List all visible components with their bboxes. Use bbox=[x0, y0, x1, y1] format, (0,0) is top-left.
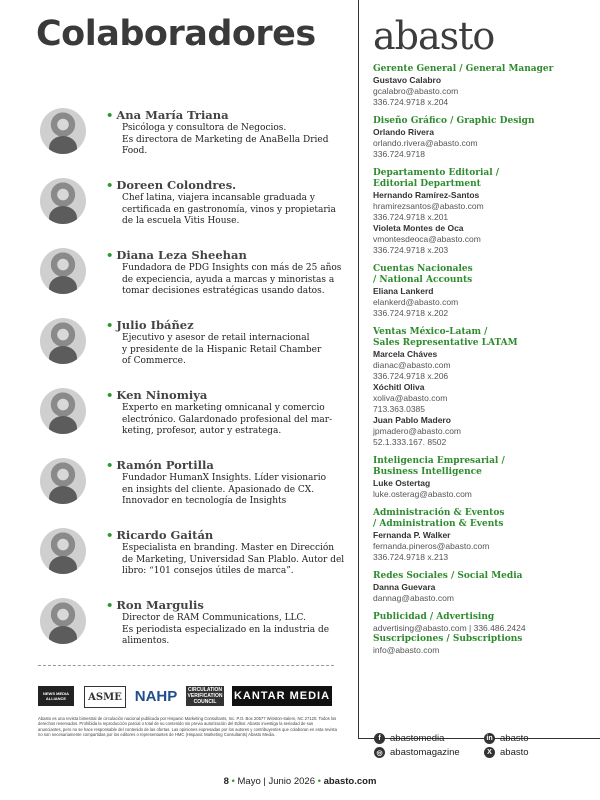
bio-line: tomar decisiones estratégicas usando datos. bbox=[122, 286, 325, 296]
staff-email[interactable]: advertising@abasto.com | 336.486.2424 bbox=[373, 623, 526, 633]
staff-section bbox=[373, 264, 588, 319]
social-linkedin[interactable] bbox=[484, 733, 529, 744]
staff-phone: 336.724.9718 x.204 bbox=[373, 97, 449, 107]
contributor-photo bbox=[40, 248, 86, 294]
contributor-item bbox=[40, 178, 350, 238]
social-facebook[interactable] bbox=[374, 733, 444, 744]
staff-section-title: Diseño Gráfico / Graphic Design bbox=[373, 116, 535, 126]
staff-name: Eliana Lankerd bbox=[373, 286, 434, 296]
contributor-item bbox=[40, 318, 350, 378]
contributor-photo bbox=[40, 598, 86, 644]
bio-line: Fundadora de PDG Insights con más de 25 años bbox=[122, 263, 342, 273]
staff-phone: 336.724.9718 bbox=[373, 149, 425, 159]
facebook-icon: f bbox=[374, 733, 385, 744]
issue-date: Mayo | Junio 2026 bbox=[237, 776, 315, 787]
staff-phone: 336.724.9718 x.213 bbox=[373, 552, 449, 562]
contributor-bio bbox=[122, 613, 382, 648]
news-media-alliance-logo: NEWS MEDIA ALLIANCE bbox=[38, 686, 74, 706]
contributor-item bbox=[40, 598, 350, 658]
staff-section-title: Sales Representative LATAM bbox=[373, 338, 518, 348]
bullet-icon: • bbox=[106, 248, 114, 262]
bio-line: keting, profesor, autor y estratega. bbox=[122, 426, 282, 436]
staff-name: Gustavo Calabro bbox=[373, 75, 442, 85]
staff-section bbox=[373, 116, 588, 160]
staff-section-title: / National Accounts bbox=[373, 275, 473, 285]
contributor-item bbox=[40, 458, 350, 518]
staff-phone: 336.724.9718 x.203 bbox=[373, 245, 449, 255]
staff-phone: 336.724.9718 x.201 bbox=[373, 212, 449, 222]
contributor-item bbox=[40, 108, 350, 168]
linkedin-icon: in bbox=[484, 733, 495, 744]
bio-line: Experto en marketing omnicanal y comercio bbox=[122, 403, 325, 413]
staff-email[interactable]: xoliva@abasto.com bbox=[373, 393, 448, 403]
staff-section-title: Inteligencia Empresarial / bbox=[373, 456, 505, 466]
bio-line: Especialista en branding. Master en Dirección bbox=[122, 543, 335, 553]
bullet-icon: • bbox=[106, 178, 114, 192]
contributor-name-text: Ron Margulis bbox=[116, 598, 204, 612]
staff-email[interactable]: info@abasto.com bbox=[373, 645, 440, 655]
contributor-photo bbox=[40, 318, 86, 364]
staff-phone: 713.363.0385 bbox=[373, 404, 425, 414]
staff-section bbox=[373, 612, 588, 634]
section-separator bbox=[38, 665, 334, 666]
staff-section-title: Departamento Editorial / bbox=[373, 168, 500, 178]
staff-name: Hernando Ramírez-Santos bbox=[373, 190, 480, 200]
nahp-logo: NAHP bbox=[134, 687, 178, 705]
bio-line: certificada en gastronomía, vinos y propietaria bbox=[122, 204, 336, 215]
staff-section bbox=[373, 508, 588, 563]
contributor-item bbox=[40, 528, 350, 588]
bio-line: en insights del cliente. Apasionado de CX. bbox=[122, 484, 315, 495]
staff-email[interactable]: orlando.rivera@abasto.com bbox=[373, 138, 478, 148]
contributor-photo bbox=[40, 108, 86, 154]
legal-notice: Abasto es una revista bimestral de circulación nacional publicada por Hispanic Marketing Consultants, Inc. P.O. Box 20577 Winston-Salem, NC 27120. Todos los derechos reservados. Prohibida la reproducción parcial o total de su contenido sin previa autorización del Editor. Abasto investiga la seriedad de sus anunciantes, pero no se hace responsable del contenido de las ofertas. Las opiniones expresadas por los autores y contribuyentes que colaboran en esta revista no son necesariamente compartidas por los editores o representantes de HMC (Hispanic Marketing Consultants) Abasto Media. bbox=[38, 716, 337, 738]
footer-bullet: • bbox=[317, 776, 321, 787]
staff-section-title: Redes Sociales / Social Media bbox=[373, 571, 523, 581]
bio-line: electrónico. Galardonado profesional del mar- bbox=[122, 414, 333, 425]
staff-name: Luke Ostertag bbox=[373, 478, 431, 488]
staff-directory bbox=[373, 64, 588, 664]
staff-name: Danna Guevara bbox=[373, 582, 436, 592]
staff-email[interactable]: elankerd@abasto.com bbox=[373, 297, 459, 307]
staff-name: Violeta Montes de Oca bbox=[373, 223, 464, 233]
instagram-icon: ◎ bbox=[374, 747, 385, 758]
contributor-name bbox=[106, 528, 213, 542]
staff-name: Juan Pablo Madero bbox=[373, 415, 451, 425]
x-handle: abasto bbox=[500, 747, 529, 758]
contributor-name-text: Ricardo Gaitán bbox=[116, 528, 214, 542]
bio-line: de expeciencia, ayuda a marcas y minoristas a bbox=[122, 274, 335, 285]
bullet-icon: • bbox=[106, 528, 114, 542]
contributor-name bbox=[106, 598, 204, 612]
contributor-name bbox=[106, 108, 229, 122]
contributor-name-text: Ken Ninomiya bbox=[116, 388, 208, 402]
bio-line: de Marketing, Universidad San Plablo. Autor del bbox=[122, 554, 345, 565]
bullet-icon: • bbox=[106, 318, 114, 332]
bullet-icon: • bbox=[106, 458, 114, 472]
staff-email[interactable]: dannag@abasto.com bbox=[373, 593, 454, 603]
contributor-name bbox=[106, 248, 247, 262]
bullet-icon: • bbox=[106, 388, 114, 402]
bio-line: Ejecutivo y asesor de retail internacional bbox=[122, 333, 310, 343]
bullet-icon: • bbox=[106, 598, 114, 612]
contributor-name-text: Julio Ibáñez bbox=[116, 318, 194, 332]
page-footer bbox=[0, 776, 600, 787]
staff-section-title: Cuentas Nacionales bbox=[373, 264, 473, 274]
contributor-bio bbox=[122, 193, 382, 228]
staff-name: Orlando Rivera bbox=[373, 127, 434, 137]
bio-line: de la escuela Vitis House. bbox=[122, 216, 240, 226]
kantar-media-logo: KANTAR MEDIA bbox=[232, 686, 332, 706]
staff-section-title: / Administration & Events bbox=[373, 519, 504, 529]
bullet-icon: • bbox=[106, 108, 114, 122]
staff-section bbox=[373, 327, 588, 448]
staff-section bbox=[373, 168, 588, 256]
instagram-handle: abastomagazine bbox=[390, 747, 460, 758]
bio-line: Chef latina, viajera incansable graduada y bbox=[122, 193, 315, 203]
staff-section-title: Gerente General / General Manager bbox=[373, 64, 554, 74]
bio-line: Innovador en tecnología de Insights bbox=[122, 496, 287, 506]
staff-email[interactable]: luke.osterag@abasto.com bbox=[373, 489, 472, 499]
contributor-name bbox=[106, 318, 194, 332]
staff-section-title: Business Intelligence bbox=[373, 467, 482, 477]
abasto-logo: abasto bbox=[373, 14, 495, 58]
contributor-bio bbox=[122, 333, 382, 368]
contributor-photo bbox=[40, 458, 86, 504]
contributor-bio bbox=[122, 543, 382, 578]
bio-line: Fundador HumanX Insights. Líder visionario bbox=[122, 473, 327, 483]
contributor-item bbox=[40, 388, 350, 448]
bio-line: Director de RAM Communications, LLC. bbox=[122, 613, 306, 623]
linkedin-handle: abasto bbox=[500, 733, 529, 744]
contributor-photo bbox=[40, 178, 86, 224]
staff-phone: 336.724.9718 x.202 bbox=[373, 308, 449, 318]
facebook-handle: abastomedia bbox=[390, 733, 445, 744]
bio-line: Es directora de Marketing de AnaBella Dried bbox=[122, 134, 329, 145]
contributor-item bbox=[40, 248, 350, 308]
asme-logo: ASME bbox=[84, 686, 126, 708]
staff-section bbox=[373, 64, 588, 108]
x-icon: X bbox=[484, 747, 495, 758]
social-instagram[interactable] bbox=[374, 747, 460, 758]
social-x[interactable] bbox=[484, 747, 529, 758]
staff-name: Marcela Cháves bbox=[373, 349, 438, 359]
website-link[interactable]: abasto.com bbox=[323, 776, 377, 787]
staff-email[interactable]: jpmadero@abasto.com bbox=[373, 426, 462, 436]
staff-section bbox=[373, 634, 588, 656]
staff-phone: 336.724.9718 x.206 bbox=[373, 371, 449, 381]
contributor-name bbox=[106, 458, 214, 472]
staff-email[interactable]: dianac@abasto.com bbox=[373, 360, 451, 370]
staff-name: Fernanda P. Walker bbox=[373, 530, 451, 540]
staff-section-title: Publicidad / Advertising bbox=[373, 612, 495, 622]
footer-bullet: • bbox=[231, 776, 235, 787]
staff-section-title: Administración & Eventos bbox=[373, 508, 505, 518]
bio-line: alimentos. bbox=[122, 636, 170, 646]
bio-line: y presidente de la Hispanic Retail Chamber bbox=[122, 344, 322, 355]
staff-email[interactable]: vmontesdeoca@abasto.com bbox=[373, 234, 481, 244]
contributor-name-text: Ramón Portilla bbox=[116, 458, 214, 472]
staff-name: Xóchitl Oliva bbox=[373, 382, 425, 392]
staff-email[interactable]: gcalabro@abasto.com bbox=[373, 86, 459, 96]
staff-phone: 52.1.333.167. 8502 bbox=[373, 437, 447, 447]
contributor-photo bbox=[40, 388, 86, 434]
bio-line: libro: “101 consejos útiles de marca”. bbox=[122, 566, 294, 576]
circulation-verification-council-logo: CIRCULATION VERIFICATION COUNCIL bbox=[187, 687, 223, 705]
staff-email[interactable]: hramirezsantos@abasto.com bbox=[373, 201, 484, 211]
contributor-bio bbox=[122, 403, 382, 438]
bio-line: of Commerce. bbox=[122, 356, 186, 366]
contributor-bio bbox=[122, 123, 382, 158]
contributor-photo bbox=[40, 528, 86, 574]
page-title: Colaboradores bbox=[36, 14, 316, 54]
bio-line: Es periodista especializado en la industria de bbox=[122, 624, 330, 635]
contributor-bio bbox=[122, 473, 382, 508]
staff-section-title: Editorial Department bbox=[373, 179, 481, 189]
staff-section-title: Ventas México-Latam / bbox=[373, 327, 488, 337]
contributor-name-text: Ana María Triana bbox=[116, 108, 229, 122]
social-bar bbox=[358, 733, 600, 767]
contributor-bio bbox=[122, 263, 382, 298]
staff-section bbox=[373, 571, 588, 604]
page-number: 8 bbox=[223, 776, 229, 787]
contributor-name-text: Diana Leza Sheehan bbox=[116, 248, 247, 262]
bio-line: Psicóloga y consultora de Negocios. bbox=[122, 123, 287, 133]
contributor-name bbox=[106, 178, 236, 192]
contributor-name-text: Doreen Colondres. bbox=[116, 178, 237, 192]
bio-line: Food. bbox=[122, 146, 148, 156]
staff-email[interactable]: fernanda.pineros@abasto.com bbox=[373, 541, 490, 551]
contributor-name bbox=[106, 388, 207, 402]
staff-section bbox=[373, 456, 588, 500]
staff-section-title: Suscripciones / Subscriptions bbox=[373, 634, 523, 644]
